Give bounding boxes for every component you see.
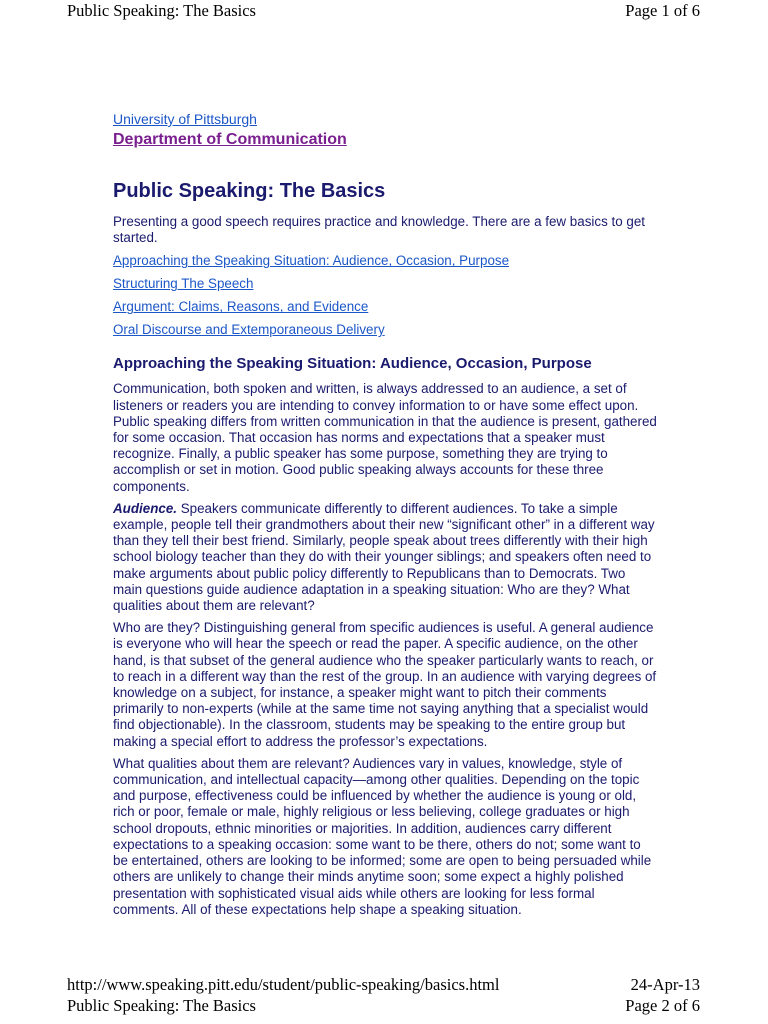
paragraph-qualities: What qualities about them are relevant? Audiences vary in values, knowledge, style of communication, and intellectual capacity—among other qualities. Depending on the topic and purpose, effectiveness could be influenced by whether the audience is young or old, rich or poor, female or male, highly religious or less believing, college graduates or high school dropouts, ethnic minorities or majorities. In addition, audiences carry different expectations to a speaking occasion: some want to be there, others do not; some want to be entertained, others are looking to be informed; some are open to being persuaded while others are unlikely to change their minds anytime soon; some expect a highly polished presentation with sophisticated visual aids while others are looking for less formal comments. All of these expectations help shape a speaking situation.: [113, 755, 652, 917]
page-title: Public Speaking: The Basics: [113, 180, 386, 202]
page-footer: [67, 974, 700, 1016]
toc-link-structuring[interactable]: Structuring The Speech: [113, 276, 254, 292]
header-page-number: Page 1 of 6: [625, 1, 700, 20]
toc-link-approaching[interactable]: Approaching the Speaking Situation: Audience, Occasion, Purpose: [113, 253, 510, 269]
section-heading: Approaching the Speaking Situation: Audience, Occasion, Purpose: [113, 355, 592, 373]
paragraph-audience: [113, 501, 658, 614]
toc-link-argument[interactable]: Argument: Claims, Reasons, and Evidence: [113, 299, 369, 315]
toc-link-oral-discourse[interactable]: Oral Discourse and Extemporaneous Delivery: [113, 322, 385, 338]
department-link[interactable]: Department of Communication: [113, 131, 347, 148]
university-link[interactable]: University of Pittsburgh: [113, 111, 257, 127]
paragraph-communication: Communication, both spoken and written, is always addressed to an audience, a set of listeners or readers you are intending to convey information to or have some effect upon. Public speaking differs from written communication in that the audience is present, gathered for some occasion. That occasion has norms and expectations that a speaker must recognize. Finally, a public speaker has some purpose, something they are trying to accomplish or set in motion. Good public speaking always accounts for these three components.: [113, 381, 657, 494]
audience-lead: Audience.: [113, 500, 177, 516]
footer-date: 24-Apr-13: [630, 975, 700, 994]
next-page-number: Page 2 of 6: [625, 996, 700, 1015]
header-title: Public Speaking: The Basics: [67, 1, 256, 20]
page-header: [67, 1, 700, 21]
next-page-title: Public Speaking: The Basics: [67, 996, 256, 1015]
intro-paragraph: Presenting a good speech requires practice and knowledge. There are a few basics to get started.: [113, 214, 645, 246]
table-of-contents: [113, 253, 658, 338]
audience-text: Speakers communicate differently to different audiences. To take a simple example, people tell their grandmothers about their new “significant other” in a different way than they tell their best friend. Similarly, people speak about trees differently with their high school biology teacher than they do with their younger siblings; and speakers often need to make arguments about public policy differently to Republicans than to Democrats. Two main questions guide audience adaptation in a speaking situation: Who are they? What qualities about them are relevant?: [113, 500, 655, 614]
main-content: [113, 110, 658, 918]
footer-url: http://www.speaking.pitt.edu/student/public-speaking/basics.html: [67, 975, 500, 994]
paragraph-who-are-they: Who are they? Distinguishing general from specific audiences is useful. A general audience is everyone who will hear the speech or read the paper. A specific audience, on the other hand, is that subset of the general audience who the speaker particularly wants to reach, or to reach in a different way than the rest of the group. In an audience with varying degrees of knowledge on a subject, for instance, a speaker might want to pitch their comments primarily to non-experts (while at the same time not saying anything that a specialist would find objectionable). In the classroom, students may be speaking to the entire group but making a special effort to address the professor’s expectations.: [113, 620, 657, 749]
